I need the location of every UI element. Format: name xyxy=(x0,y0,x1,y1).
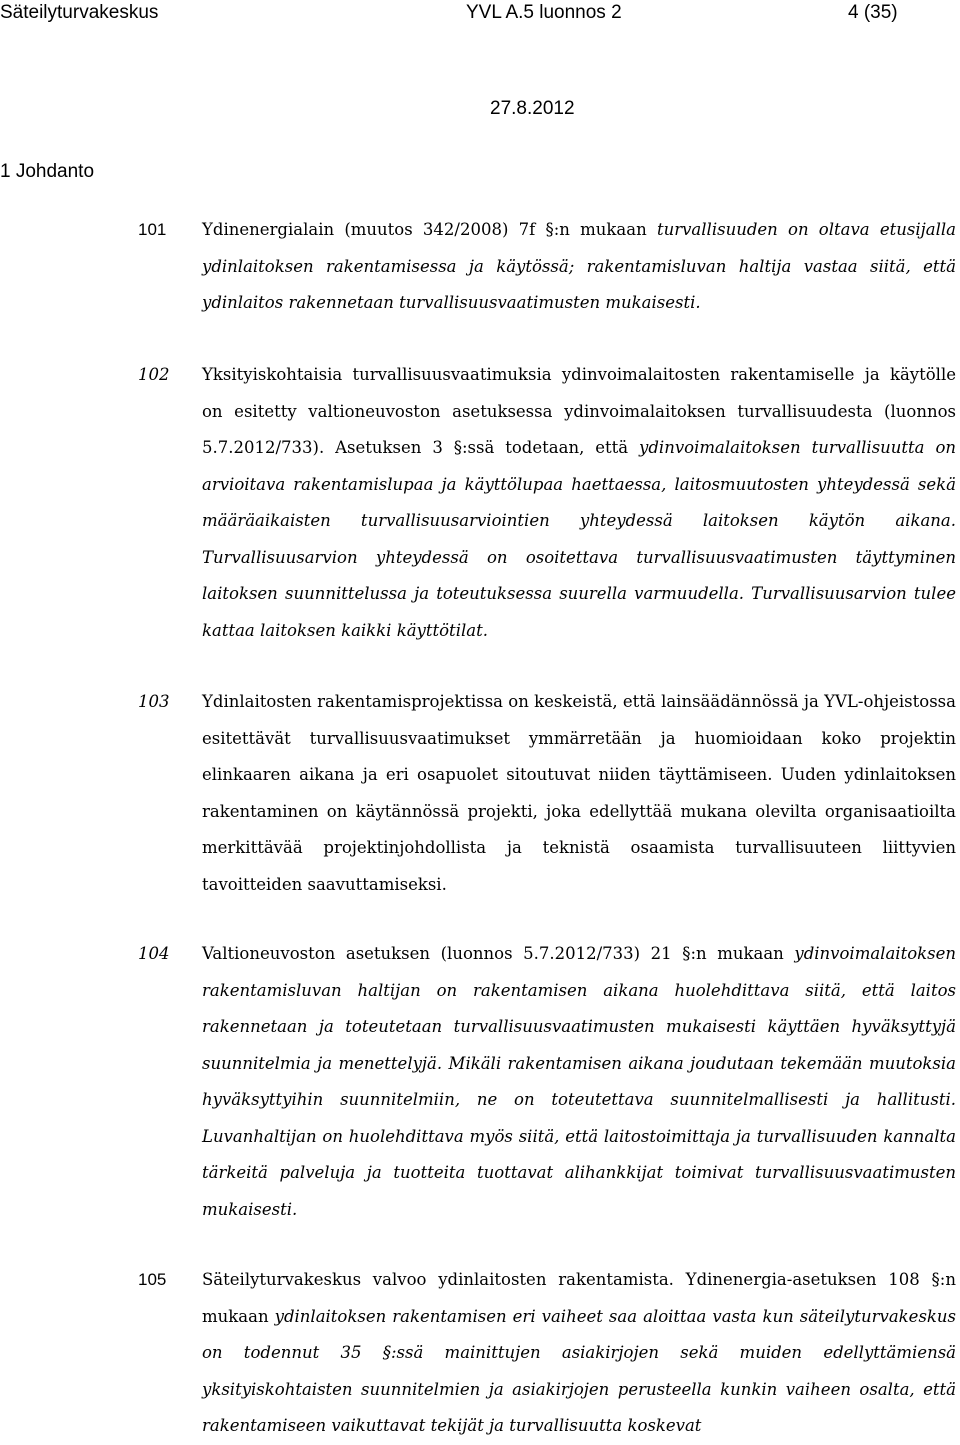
paragraph-number: 102 xyxy=(138,365,170,384)
paragraph-text xyxy=(202,212,956,322)
document-date: 27.8.2012 xyxy=(490,98,575,119)
paragraph-text-normal: Säteilyturvakeskus valvoo ydinlaitosten rakentamista. Ydinenergia-asetuksen 108 §:n mukaan xyxy=(202,1270,956,1326)
paragraph-text xyxy=(202,936,956,1228)
paragraph-text xyxy=(202,357,956,649)
paragraph-number: 105 xyxy=(138,1270,167,1289)
paragraph-text-italic: ydinvoimalaitoksen turvallisuutta on arvioitava rakentamislupaa ja käyttölupaa haettaessa, laitosmuutosten yhteydessä sekä määräaikaisten turvallisuusarviointien yhteydessä laitoksen käytön aikana. Turvallisuusarvion yhteydessä on osoitettava turvallisuusvaatimusten täyttyminen laitoksen suunnittelussa ja toteutuksessa suurella varmuudella. Turvallisuusarvion tulee kattaa laitoksen kaikki käyttötilat. xyxy=(202,438,957,640)
paragraph-text: Ydinlaitosten rakentamisprojektissa on keskeistä, että lainsäädännössä ja YVL-ohjeistossa esitettävät turvallisuusvaatimukset ymmärretään ja huomioidaan koko projektin elinkaaren aikana ja eri osapuolet sitoutuvat niiden täyttämiseen. Uuden ydinlaitoksen rakentaminen on käytännössä projekti, joka edellyttää mukana olevilta organisaatioilta merkittävää projektinjohdollista ja teknistä osaamista turvallisuuteen liittyvien tavoitteiden saavuttamiseksi. xyxy=(202,692,956,894)
paragraph-text-italic: ydinvoimalaitoksen rakentamisluvan haltijan on rakentamisen aikana huolehdittava siitä, että laitos rakennetaan ja toteutetaan turvallisuusvaatimusten mukaisesti käyttäen hyväksyttyjä suunnitelmia ja menettelyjä. Mikäli rakentamisen aikana joudutaan tekemään muutoksia hyväksyttyihin suunnitelmiin, ne on toteutettava suunnitelmallisesti ja hallitusti. Luvanhaltijan on huolehdittava myös siitä, että laitostoimittaja ja turvallisuuden kannalta tärkeitä palveluja ja tuotteita tuottavat alihankkijat toimivat turvallisuusvaatimusten mukaisesti. xyxy=(202,944,956,1219)
paragraph-text-normal: Ydinenergialain (muutos 342/2008) 7f §:n mukaan xyxy=(202,220,657,239)
paragraph-text-normal: Valtioneuvoston asetuksen (luonnos 5.7.2012/733) 21 §:n mukaan xyxy=(202,944,795,963)
header-organization: Säteilyturvakeskus xyxy=(0,2,159,23)
header-document-id: YVL A.5 luonnos 2 xyxy=(466,2,622,23)
paragraph-number: 104 xyxy=(138,944,170,963)
paragraph-text-italic: ydinlaitoksen rakentamisen eri vaiheet saa aloittaa vasta kun säteilyturvakeskus on todennut 35 §:ssä mainittujen asiakirjojen sekä muiden edellyttämiensä yksityiskohtaisten suunnitelmien ja asiakirjojen perusteella kunkin vaiheen osalta, että rakentamiseen vaikuttavat tekijät ja turvallisuutta koskevat xyxy=(202,1306,956,1435)
paragraph-text-italic: turvallisuuden on oltava etusijalla ydinlaitoksen rakentamisessa ja käytössä; rakentamisluvan haltija vastaa siitä, että ydinlaitos rakennetaan turvallisuusvaatimusten mukaisesti. xyxy=(202,220,956,312)
paragraph-number: 101 xyxy=(138,220,167,239)
paragraph-number: 103 xyxy=(138,692,170,711)
paragraph-text-normal: Yksityiskohtaisia turvallisuusvaatimuksia ydinvoimalaitosten rakentamiselle ja käytölle on esitetty valtioneuvoston asetuksessa ydinvoimalaitoksen turvallisuudesta (luonnos 5.7.2012/733). Asetuksen 3 §:ssä todetaan, että xyxy=(202,365,956,457)
header-page-number: 4 (35) xyxy=(848,2,898,23)
section-title: 1 Johdanto xyxy=(0,161,95,182)
paragraph-text xyxy=(202,1262,956,1445)
